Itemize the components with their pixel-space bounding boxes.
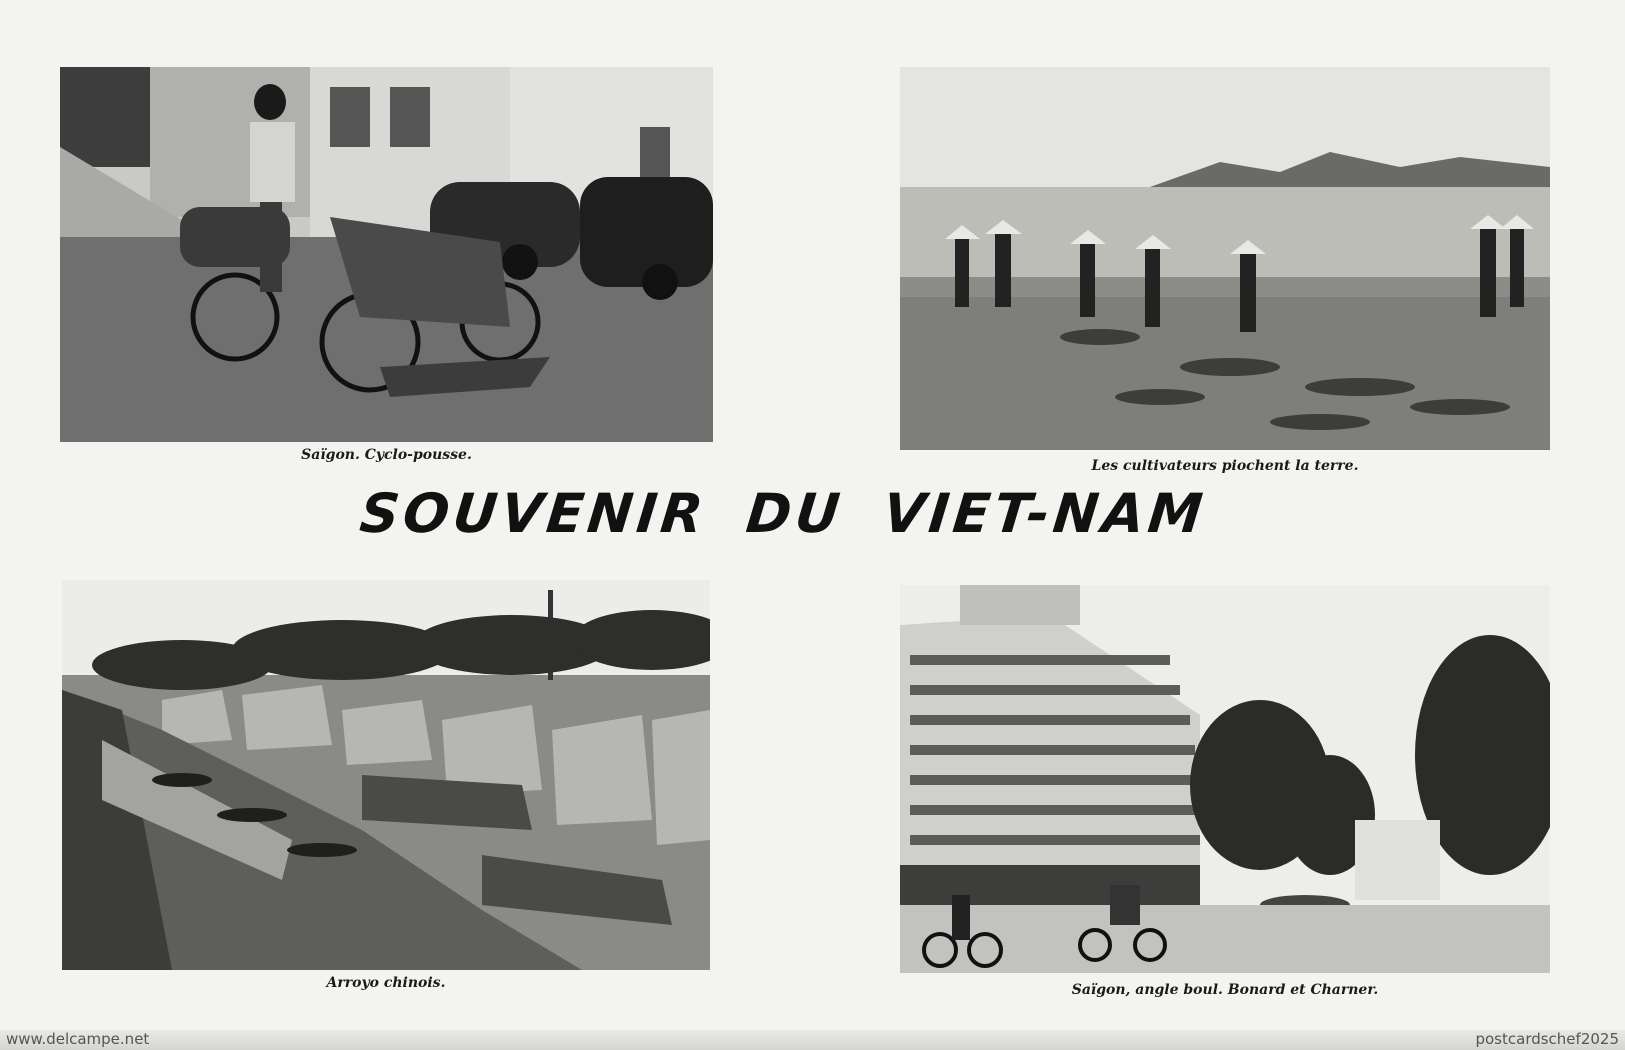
watermark-right: postcardschef2025: [1475, 1030, 1619, 1048]
photo-field-workers: [900, 67, 1550, 450]
title-word-du: DU: [743, 482, 847, 545]
postcard-title: [356, 482, 1268, 552]
photo-canal-houses: [62, 580, 710, 970]
field-workers-image: [900, 67, 1550, 450]
photo-cyclo-pousse: [60, 67, 713, 442]
cyclo-pousse-image: [60, 67, 713, 442]
caption-field-workers: Les cultivateurs piochent la terre.: [1091, 458, 1359, 474]
street-corner-image: [900, 585, 1550, 973]
title-word-viet-nam: VIET-NAM: [879, 482, 1210, 545]
photo-street-corner: [900, 585, 1550, 973]
title-word-souvenir: SOUVENIR: [357, 482, 710, 545]
canal-houses-image: [62, 580, 710, 970]
card-bottom-edge: [0, 1030, 1625, 1050]
caption-canal-houses: Arroyo chinois.: [326, 975, 446, 991]
caption-cyclo-pousse: Saïgon. Cyclo-pousse.: [301, 447, 472, 463]
caption-street-corner: Saïgon, angle boul. Bonard et Charner.: [1071, 982, 1379, 998]
watermark-left: www.delcampe.net: [6, 1030, 150, 1048]
